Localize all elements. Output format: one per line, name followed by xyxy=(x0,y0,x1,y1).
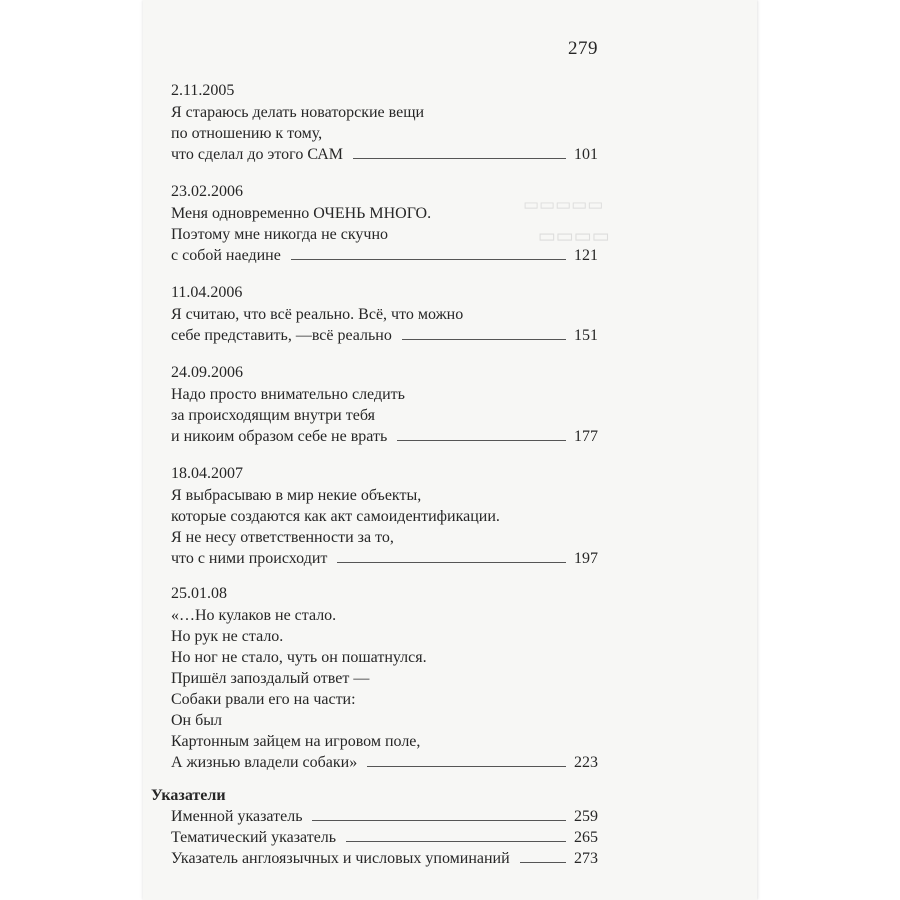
dot-leader xyxy=(346,841,566,842)
index-page-number: 273 xyxy=(574,850,598,867)
entry-page-number: 177 xyxy=(574,428,598,445)
dot-leader xyxy=(520,862,566,863)
dot-leader xyxy=(367,766,566,767)
index-item: Указатель англоязычных и числовых упоминаний 273 xyxy=(171,850,598,867)
toc-entry xyxy=(171,181,598,266)
entry-date: 18.04.2007 xyxy=(171,465,243,482)
index-page-number: 265 xyxy=(574,829,598,846)
entry-page-number: 121 xyxy=(574,247,598,264)
index-section-title: Указатели xyxy=(151,787,226,804)
entry-line: «…Но кулаков не стало. xyxy=(171,607,337,624)
entry-line: Поэтому мне никогда не скучно xyxy=(171,226,389,243)
entry-date: 23.02.2006 xyxy=(171,183,243,200)
entry-line: себе представить, —всё реально 151 xyxy=(171,327,598,344)
dot-leader xyxy=(353,158,566,159)
bleed-through-text: ▭▭▭▭ xyxy=(538,226,610,247)
entry-page-number: 197 xyxy=(574,550,598,567)
bleed-through-text: ▭▭▭▭▭ xyxy=(523,195,604,214)
dot-leader xyxy=(312,820,566,821)
toc-entry xyxy=(171,282,598,346)
entry-line: Я не несу ответственности за то, xyxy=(171,529,394,546)
entry-line: Он был xyxy=(171,712,222,729)
entry-line: Собаки рвали его на части: xyxy=(171,691,356,708)
entry-date: 25.01.08 xyxy=(171,585,227,602)
toc-entry xyxy=(171,463,598,569)
page-number: 279 xyxy=(568,38,598,59)
entry-page-number: 101 xyxy=(574,146,598,163)
entry-line: за происходящим внутри тебя xyxy=(171,407,375,424)
entry-line: по отношению к тому, xyxy=(171,125,323,142)
book-page xyxy=(143,0,757,900)
entry-line: Я выбрасываю в мир некие объекты, xyxy=(171,487,422,504)
entry-line: Я стараюсь делать новаторские вещи xyxy=(171,104,425,121)
entry-page-number: 223 xyxy=(574,754,598,771)
entry-line: что с ними происходит 197 xyxy=(171,550,598,567)
entry-line: и никоим образом себе не врать 177 xyxy=(171,428,598,445)
dot-leader xyxy=(397,440,566,441)
dot-leader xyxy=(337,562,566,563)
index-item: Тематический указатель 265 xyxy=(171,829,598,846)
entry-date: 24.09.2006 xyxy=(171,364,243,381)
index-list xyxy=(171,806,598,869)
entry-line: которые создаются как акт самоидентификации. xyxy=(171,508,500,525)
entry-line: Надо просто внимательно следить xyxy=(171,386,405,403)
entry-line: с собой наедине 121 xyxy=(171,247,598,264)
entry-line: Но ног не стало, чуть он пошатнулся. xyxy=(171,649,427,666)
entry-line: Картонным зайцем на игровом поле, xyxy=(171,733,421,750)
dot-leader xyxy=(291,259,566,260)
entry-page-number: 151 xyxy=(574,327,598,344)
entry-date: 11.04.2006 xyxy=(171,284,243,301)
index-page-number: 259 xyxy=(574,808,598,825)
toc-entry xyxy=(171,362,598,447)
entry-line: Я считаю, что всё реально. Всё, что можно xyxy=(171,306,464,323)
dot-leader xyxy=(402,339,566,340)
entry-line: что сделал до этого САМ 101 xyxy=(171,146,598,163)
entry-line: Меня одновременно ОЧЕНЬ МНОГО. xyxy=(171,205,432,222)
entry-line: Но рук не стало. xyxy=(171,628,284,645)
entry-line: А жизнью владели собаки» 223 xyxy=(171,754,598,771)
entry-date: 2.11.2005 xyxy=(171,82,235,99)
toc-entry xyxy=(171,583,598,773)
toc-entry xyxy=(171,80,598,165)
entry-line: Пришёл запоздалый ответ — xyxy=(171,670,370,687)
index-item: Именной указатель 259 xyxy=(171,808,598,825)
